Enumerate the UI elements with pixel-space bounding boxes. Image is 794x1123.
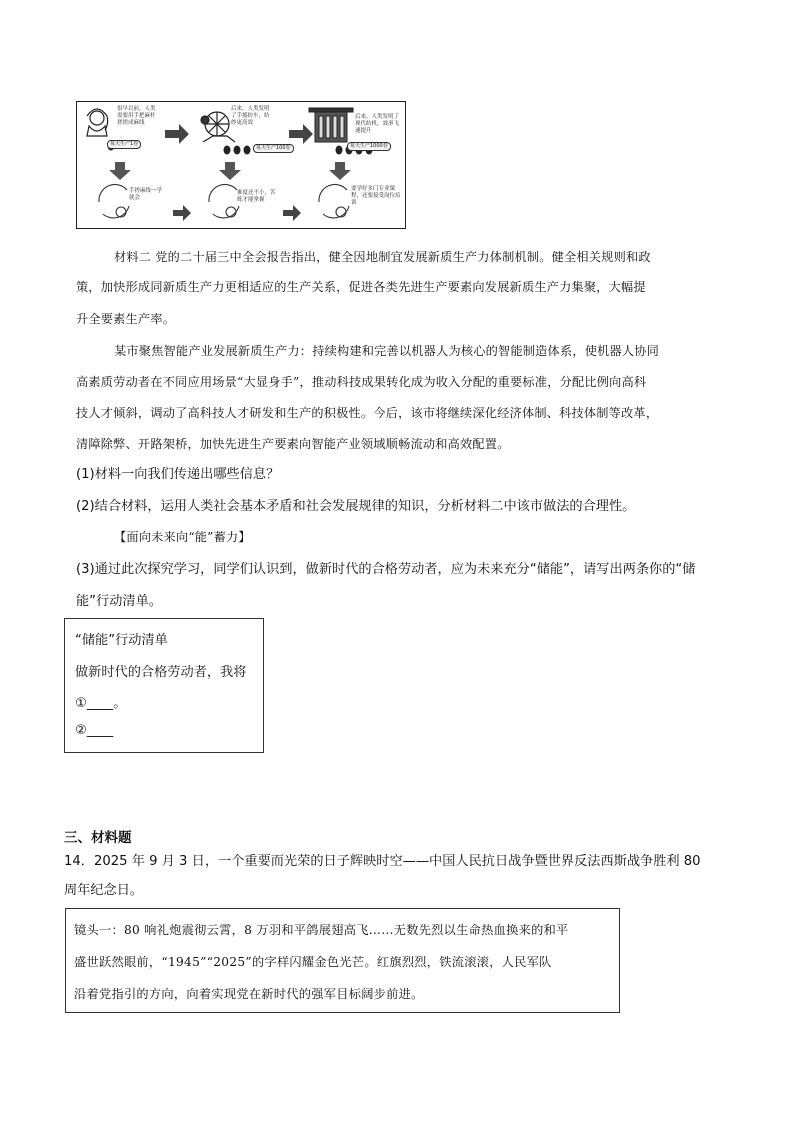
action-list-subtitle: 做新时代的合格劳动者，我将 (75, 665, 247, 680)
arrow-right-4 (283, 205, 301, 221)
city-para-line-3: 技人才倾斜，调动了高科技人才研发和生产的积极性。今后，该市将继续深化经济体制、科技体制等改革， (76, 406, 659, 420)
action-list-title: “储能”行动清单 (75, 633, 168, 648)
skill-2-note: 难度还不小，苦练才能掌握 (237, 190, 276, 203)
action-list-box (64, 618, 264, 753)
arrow-right-1 (165, 124, 189, 144)
question-3-line-1: (3)通过此次探究学习，同学们认识到，做新时代的合格劳动者，应为未来充分“储能”，请写出两条你的“储 (76, 562, 696, 577)
arrow-right-3 (173, 205, 191, 221)
scene-one-line-1: 镜头一：80 响礼炮震彻云霄，8 万羽和平鸽展翅高飞……无数先烈以生命热血换来的和平 (74, 923, 569, 937)
part-three-heading: 三、材料题 (64, 830, 132, 846)
material-one-figure (76, 101, 406, 229)
skill-3-note: 要学好多门专业课程，还要接受岗位培训 (351, 186, 401, 206)
material-two-line-3: 升全要素生产率。 (76, 312, 176, 326)
scene-one-line-3: 沿着党指引的方向，向着实现党在新时代的强军目标阔步前进。 (74, 987, 424, 1001)
city-para-line-2: 高素质劳动者在不同应用场景“大显身手”，推动科技成果转化成为收入分配的重要标准，分配比例向高科 (76, 375, 647, 389)
scene-one-box (65, 908, 620, 1013)
panel-3-output: 每天生产1000卷 (347, 142, 391, 151)
question-2: (2)结合材料，运用人类社会基本矛盾和社会发展规律的知识，分析材料二中该市做法的合理性。 (76, 499, 636, 514)
material-two-line-1: 材料二 党的二十届三中全会报告指出，健全因地制宜发展新质生产力体制机制。健全相关规则和政 (114, 250, 651, 264)
action-item-2: ②____ (75, 723, 114, 738)
panel-3-caption: 后来，人类发明了现代纺机，效率飞速提升 (355, 114, 400, 134)
spinning-wheel-illustration (201, 112, 235, 142)
panel-2-caption: 后来，人类发明了手摇纺车，纺纱更高效 (231, 106, 270, 126)
material-two-line-2: 策，加快形成同新质生产力更相适应的生产关系，促进各类先进生产要素向发展新质生产力集聚，大幅提 (76, 280, 646, 294)
skill-1-note: 手搓麻线一学就会 (129, 188, 163, 201)
panel-1-caption: 很早以前，人类需要用手把麻杆搓搓成麻线 (117, 106, 156, 126)
arrow-right-2 (289, 124, 313, 144)
question-14-line-2: 周年纪念日。 (64, 883, 144, 898)
factory-machine-illustration (309, 108, 353, 142)
question-14-line-1: 14．2025 年 9 月 3 日，一个重要而光荣的日子辉映时空——中国人民抗日战争暨世界反法西斯战争胜利 80 (64, 854, 701, 869)
panel-2-output: 每天生产100卷 (253, 144, 294, 153)
question-1: (1)材料一向我们传递出哪些信息？ (76, 467, 280, 482)
down-arrows (109, 162, 351, 180)
city-para-line-1: 某市聚焦智能产业发展新质生产力：持续构建和完善以机器人为核心的智能制造体系，使机器人协同 (114, 344, 660, 358)
woman-spinning-illustration (87, 109, 108, 136)
action-item-1: ①____。 (75, 696, 127, 711)
scene-one-line-2: 盛世跃然眼前，“1945”“2025”的字样闪耀金色光芒。红旗烈烈，铁流滚滚，人民军队 (74, 955, 552, 969)
section-title-future: 【面向未来向“能”蓄力】 (114, 530, 251, 544)
city-para-line-4: 清障除弊、开路架桥，加快先进生产要素向智能产业领域顺畅流动和高效配置。 (76, 437, 510, 451)
yarn-spools (108, 142, 373, 155)
question-3-line-2: 能”行动清单。 (76, 594, 162, 609)
panel-1-output: 每天生产1卷 (107, 140, 141, 149)
